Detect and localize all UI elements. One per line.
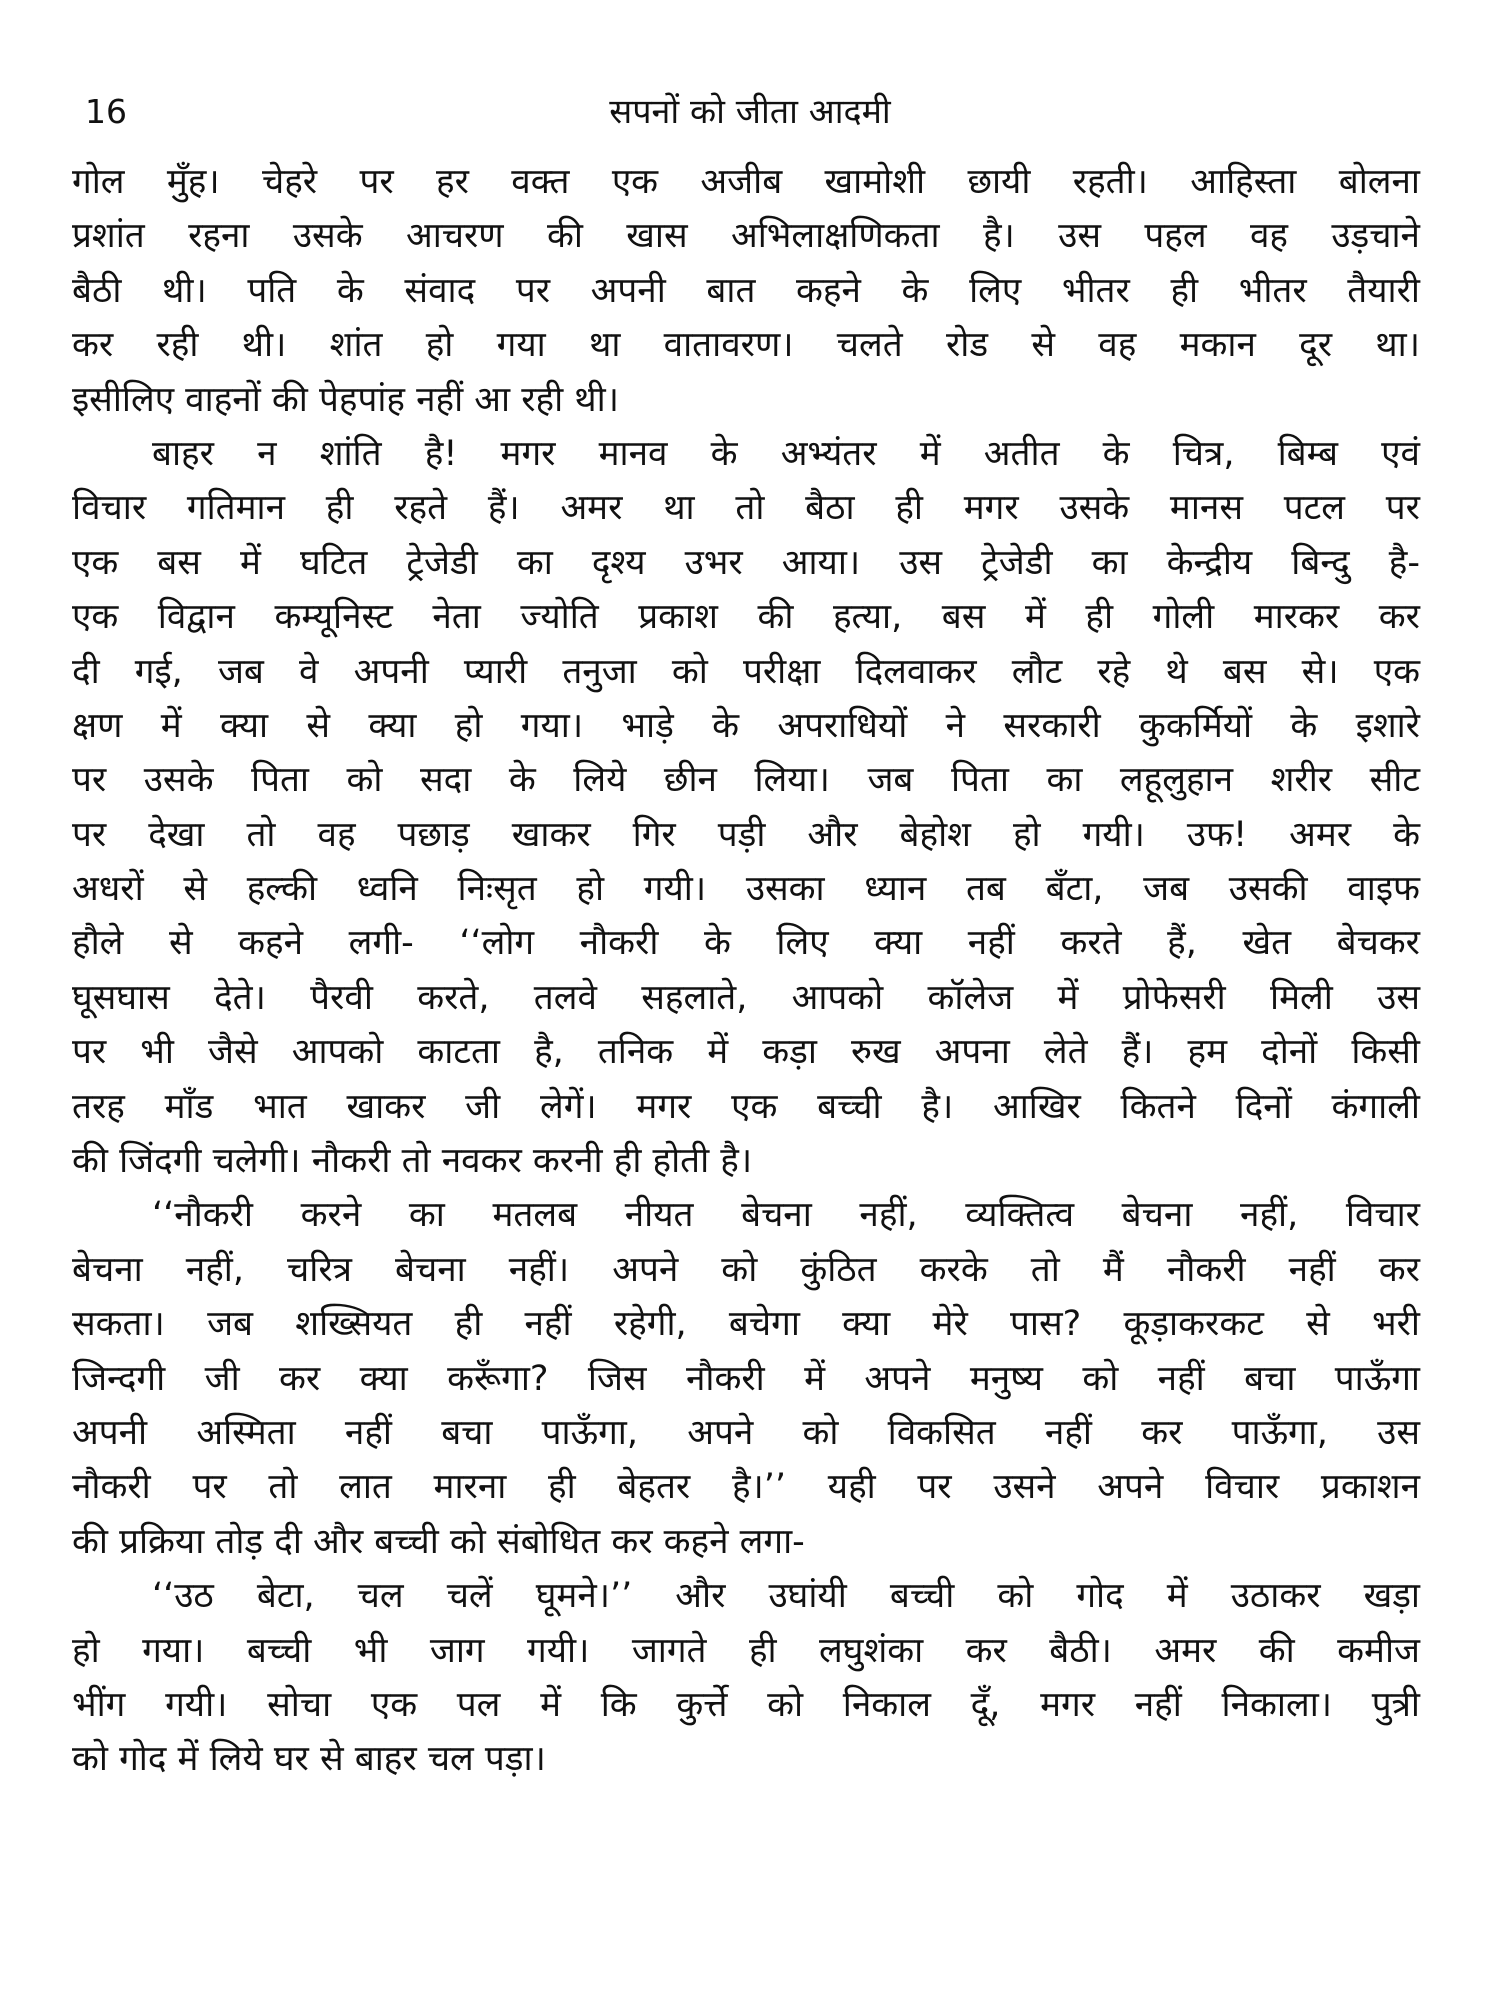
text-line: एक विद्वान कम्यूनिस्ट नेता ज्योति प्रकाश की हत्या, बस में ही गोली मारकर कर <box>72 597 1420 638</box>
text-line: पर उसके पिता को सदा के लिये छीन लिया। जब पिता का लहूलुहान शरीर सीट <box>72 760 1420 801</box>
text-line: एक बस में घटित ट्रेजेडी का दृश्य उभर आया। उस ट्रेजेडी का केन्द्रीय बिन्दु है- <box>72 542 1420 583</box>
text-line: को गोद में लिये घर से बाहर चल पड़ा। <box>72 1739 546 1780</box>
text-line: अधरों से हल्की ध्वनि निःसृत हो गयी। उसका ध्यान तब बँटा, जब उसकी वाइफ <box>72 869 1420 910</box>
text-line: हौले से कहने लगी- ‘‘लोग नौकरी के लिए क्या नहीं करते हैं, खेत बेचकर <box>72 923 1420 964</box>
text-line: की प्रक्रिया तोड़ दी और बच्ची को संबोधित कर कहने लगा- <box>72 1521 805 1562</box>
text-line: पर देखा तो वह पछाड़ खाकर गिर पड़ी और बेहोश हो गयी। उफ! अमर के <box>72 814 1420 855</box>
text-line: तरह माँड भात खाकर जी लेगें। मगर एक बच्ची है। आखिर कितने दिनों कंगाली <box>72 1086 1420 1127</box>
page-number: 16 <box>85 92 127 131</box>
text-line: ‘‘नौकरी करने का मतलब नीयत बेचना नहीं, व्यक्तित्व बेचना नहीं, विचार <box>152 1195 1420 1236</box>
text-line: ‘‘उठ बेटा, चल चलें घूमने।’’ और उघांयी बच्ची को गोद में उठाकर खड़ा <box>152 1576 1420 1617</box>
text-line: सकता। जब शख्सियत ही नहीं रहेगी, बचेगा क्या मेरे पास? कूड़ाकरकट से भरी <box>72 1304 1420 1345</box>
text-line: दी गई, जब वे अपनी प्यारी तनुजा को परीक्षा दिलवाकर लौट रहे थे बस से। एक <box>72 651 1420 692</box>
text-line: प्रशांत रहना उसके आचरण की खास अभिलाक्षणिकता है। उस पहल वह उड़चाने <box>72 216 1420 257</box>
text-line: जिन्दगी जी कर क्या करूँगा? जिस नौकरी में अपने मनुष्य को नहीं बचा पाऊँगा <box>72 1358 1420 1399</box>
text-line: क्षण में क्या से क्या हो गया। भाड़े के अपराधियों ने सरकारी कुकर्मियों के इशारे <box>72 705 1420 746</box>
text-line: नौकरी पर तो लात मारना ही बेहतर है।’’ यही पर उसने अपने विचार प्रकाशन <box>72 1467 1420 1508</box>
text-line: भींग गयी। सोचा एक पल में कि कुर्त्ते को निकाल दूँ, मगर नहीं निकाला। पुत्री <box>72 1684 1420 1725</box>
text-line: हो गया। बच्ची भी जाग गयी। जागते ही लघुशंका कर बैठी। अमर की कमीज <box>72 1630 1420 1671</box>
text-line: गोल मुँह। चेहरे पर हर वक्त एक अजीब खामोशी छायी रहती। आहिस्ता बोलना <box>72 162 1420 202</box>
text-line: बेचना नहीं, चरित्र बेचना नहीं। अपने को कुंठित करके तो मैं नौकरी नहीं कर <box>72 1249 1420 1290</box>
text-line: बाहर न शांति है! मगर मानव के अभ्यंतर में अतीत के चित्र, बिम्ब एवं <box>152 433 1420 474</box>
running-title: सपनों को जीता आदमी <box>609 92 891 132</box>
text-line: की जिंदगी चलेगी। नौकरी तो नवकर करनी ही होती है। <box>72 1141 753 1182</box>
text-line: घूसघास देते। पैरवी करते, तलवे सहलाते, आपको कॉलेज में प्रोफेसरी मिली उस <box>72 977 1420 1018</box>
text-line: बैठी थी। पति के संवाद पर अपनी बात कहने के लिए भीतर ही भीतर तैयारी <box>72 270 1420 311</box>
text-line: इसीलिए वाहनों की पेहपांह नहीं आ रही थी। <box>72 379 619 420</box>
text-line: विचार गतिमान ही रहते हैं। अमर था तो बैठा ही मगर उसके मानस पटल पर <box>72 488 1420 529</box>
page-header <box>0 92 1500 142</box>
text-line: कर रही थी। शांत हो गया था वातावरण। चलते रोड से वह मकान दूर था। <box>72 325 1420 366</box>
text-line: पर भी जैसे आपको काटता है, तनिक में कड़ा रुख अपना लेते हैं। हम दोनों किसी <box>72 1032 1420 1073</box>
text-line: अपनी अस्मिता नहीं बचा पाऊँगा, अपने को विकसित नहीं कर पाऊँगा, उस <box>72 1412 1420 1453</box>
body-text <box>72 155 1420 1787</box>
